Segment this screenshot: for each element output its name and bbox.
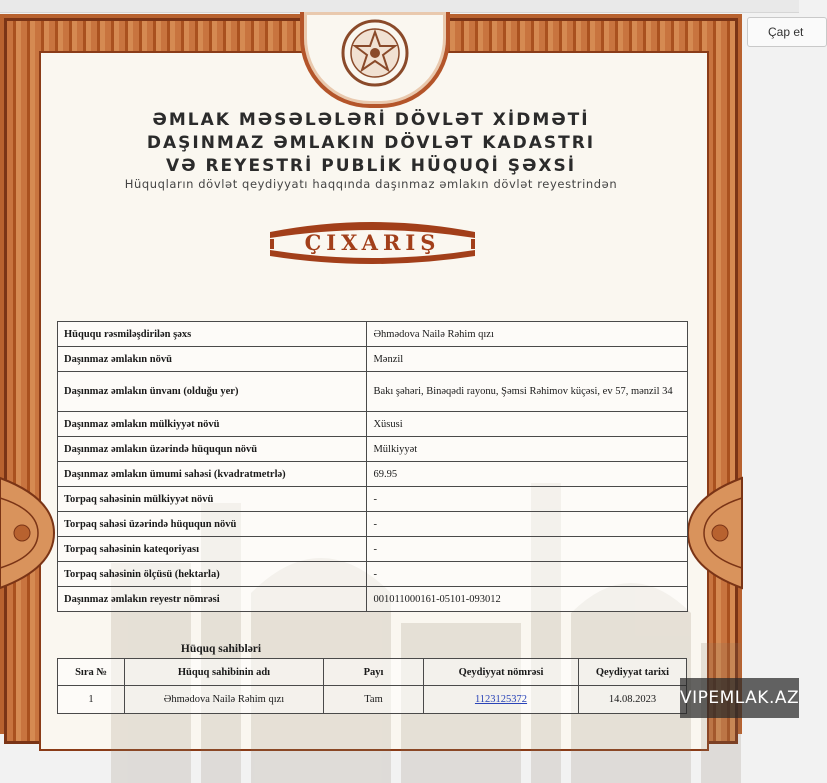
column-header: Sıra № [58, 659, 125, 686]
owners-table [57, 658, 687, 714]
column-header: Qeydiyyat nömrəsi [424, 659, 579, 686]
detail-row [58, 347, 688, 372]
detail-value: Bakı şəhəri, Binəqədi rayonu, Şəmsi Rəhimov küçəsi, ev 57, mənzil 34 [367, 372, 688, 412]
header-line-3: VƏ REYESTRİ PUBLİK HÜQUQİ ŞƏXSİ [165, 156, 577, 176]
detail-value: - [367, 487, 688, 512]
owner-share: Tam [324, 686, 424, 714]
property-details-table [57, 321, 688, 612]
column-header: Qeydiyyat tarixi [579, 659, 687, 686]
detail-value: Əhmədova Nailə Rəhim qızı [367, 322, 688, 347]
detail-value: Mənzil [367, 347, 688, 372]
owners-header-row [58, 659, 687, 686]
detail-value: Mülkiyyət [367, 437, 688, 462]
detail-row [58, 462, 688, 487]
detail-value: - [367, 537, 688, 562]
detail-label: Torpaq sahəsi üzərində hüququn növü [58, 512, 367, 537]
detail-row [58, 587, 688, 612]
column-header: Hüquq sahibinin adı [125, 659, 324, 686]
header-line-1: ƏMLAK MƏSƏLƏLƏRİ DÖVLƏT XİDMƏTİ [152, 110, 590, 130]
print-button[interactable]: Çap et [747, 17, 827, 47]
registration-date: 14.08.2023 [579, 686, 687, 714]
detail-value: - [367, 562, 688, 587]
left-ornament [0, 478, 54, 588]
detail-label: Daşınmaz əmlakın mülkiyyət növü [58, 412, 367, 437]
owners-section-title: Hüquq sahibləri [180, 643, 262, 655]
detail-row [58, 487, 688, 512]
detail-value: Xüsusi [367, 412, 688, 437]
detail-row [58, 322, 688, 347]
column-header: Payı [324, 659, 424, 686]
detail-row [58, 412, 688, 437]
detail-label: Torpaq sahəsinin mülkiyyət növü [58, 487, 367, 512]
detail-label: Daşınmaz əmlakın ümumi sahəsi (kvadratmetrlə) [58, 462, 367, 487]
right-ornament [688, 478, 742, 588]
header-line-2: DAŞINMAZ ƏMLAKIN DÖVLƏT KADASTRI [146, 133, 596, 153]
detail-row [58, 537, 688, 562]
certificate [0, 14, 742, 734]
state-emblem-icon [340, 18, 410, 88]
registration-number-cell [424, 686, 579, 714]
document-title: ÇIXARIŞ [304, 230, 441, 255]
detail-label: Torpaq sahəsinin kateqoriyası [58, 537, 367, 562]
detail-label: Torpaq sahəsinin ölçüsü (hektarla) [58, 562, 367, 587]
owner-name: Əhmədova Nailə Rəhim qızı [125, 686, 324, 714]
detail-label: Hüququ rəsmiləşdirilən şəxs [58, 322, 367, 347]
detail-row [58, 562, 688, 587]
owner-index: 1 [58, 686, 125, 714]
detail-label: Daşınmaz əmlakın reyestr nömrəsi [58, 587, 367, 612]
detail-value: - [367, 512, 688, 537]
detail-value: 001011000161-05101-093012 [367, 587, 688, 612]
owners-row [58, 686, 687, 714]
document-subtitle: Hüquqların dövlət qeydiyyatı haqqında daşınmaz əmlakın dövlət reyestrindən [124, 177, 618, 191]
detail-label: Daşınmaz əmlakın ünvanı (olduğu yer) [58, 372, 367, 412]
detail-row [58, 372, 688, 412]
detail-label: Daşınmaz əmlakın üzərində hüququn növü [58, 437, 367, 462]
detail-row [58, 437, 688, 462]
detail-value: 69.95 [367, 462, 688, 487]
registration-number-link[interactable]: 1123125372 [474, 694, 528, 705]
detail-row [58, 512, 688, 537]
detail-label: Daşınmaz əmlakın növü [58, 347, 367, 372]
site-watermark-badge: VIPEMLAK.AZ [680, 678, 799, 718]
